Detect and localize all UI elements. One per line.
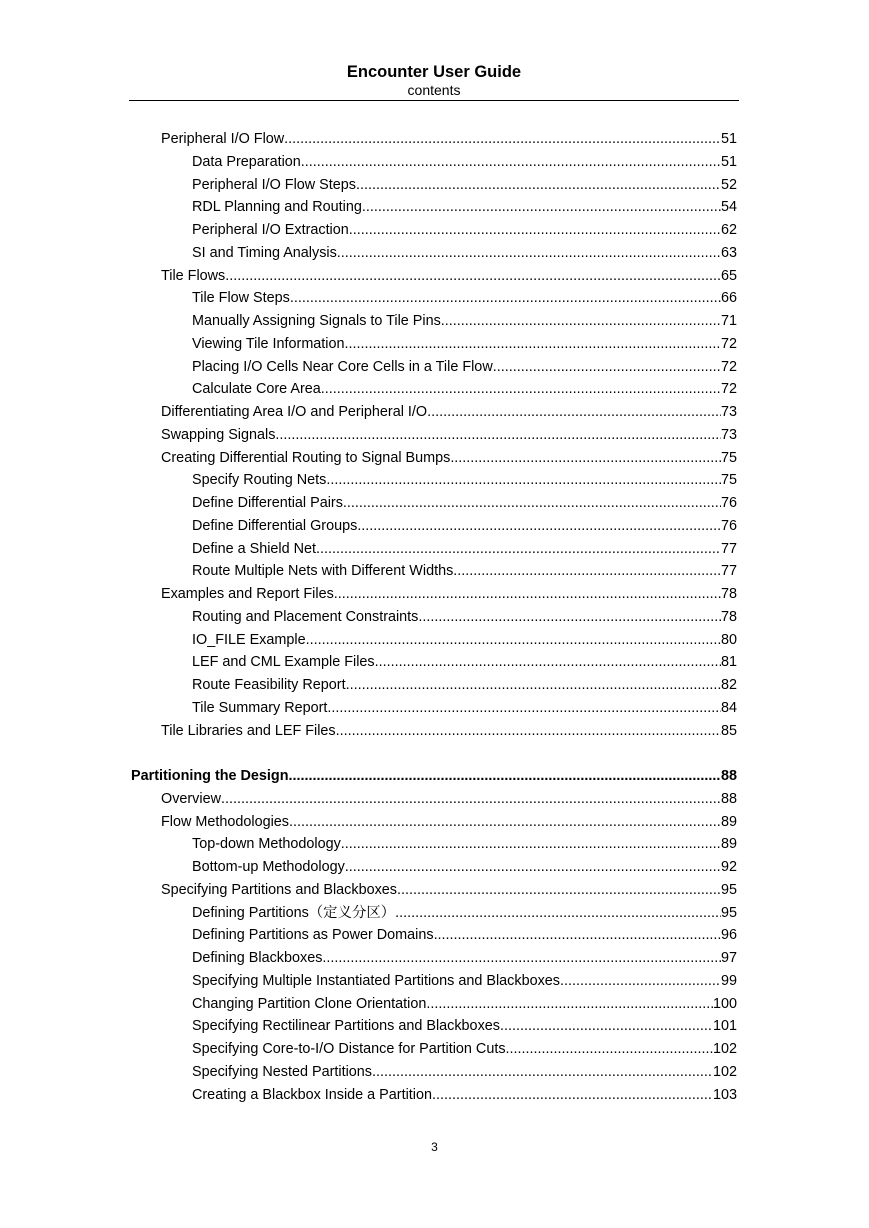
toc-dot-leader xyxy=(397,879,721,901)
toc-entry-page: 89 xyxy=(720,813,737,830)
toc-entry-title: Manually Assigning Signals to Tile Pins xyxy=(192,313,441,329)
toc-entry-title: Swapping Signals xyxy=(161,426,276,443)
toc-entry-page: 62 xyxy=(720,222,737,238)
toc-subsection-entry[interactable] xyxy=(0,469,869,492)
toc-entry-title: Creating Differential Routing to Signal Bumps xyxy=(161,449,451,466)
toc-dot-leader xyxy=(345,856,721,878)
toc-dot-leader xyxy=(341,833,721,855)
toc-section-entry[interactable] xyxy=(0,583,869,606)
toc-entry-page: 88 xyxy=(720,768,737,784)
toc-entry-page: 84 xyxy=(720,699,737,716)
toc-dot-leader xyxy=(290,287,721,309)
toc-entry-page: 73 xyxy=(720,404,737,420)
toc-entry-title: Placing I/O Cells Near Core Cells in a Tile Flow xyxy=(192,358,493,375)
toc-spacer xyxy=(0,742,869,765)
toc-entry-page: 63 xyxy=(720,244,737,261)
toc-section-entry[interactable] xyxy=(0,401,869,424)
toc-entry-page: 101 xyxy=(712,1018,737,1035)
toc-subsection-entry[interactable] xyxy=(0,1038,869,1061)
toc-subsection-entry[interactable] xyxy=(0,310,869,333)
toc-entry-title: Differentiating Area I/O and Peripheral I/O xyxy=(161,404,428,420)
toc-entry-title: Examples and Report Files xyxy=(161,586,334,602)
toc-dot-leader xyxy=(337,242,721,264)
toc-entry-page: 77 xyxy=(720,563,737,580)
toc-dot-leader xyxy=(327,697,721,719)
toc-dot-leader xyxy=(289,811,721,833)
toc-entry-title: Specify Routing Nets xyxy=(192,472,327,489)
toc-section-entry[interactable] xyxy=(0,811,869,834)
toc-entry-page: 78 xyxy=(720,586,737,602)
toc-dot-leader xyxy=(326,469,721,491)
toc-dot-leader xyxy=(362,196,721,218)
toc-entry-page: 97 xyxy=(720,950,737,966)
toc-subsection-entry[interactable] xyxy=(0,902,869,925)
toc-entry-page: 72 xyxy=(720,335,737,352)
toc-entry-title: Route Feasibility Report xyxy=(192,677,346,693)
toc-entry-title: Route Multiple Nets with Different Widths xyxy=(192,563,454,580)
toc-entry-title: Specifying Core-to-I/O Distance for Partition Cuts xyxy=(192,1041,506,1057)
table-of-contents xyxy=(0,128,869,1106)
toc-entry-title: Top-down Methodology xyxy=(192,836,341,853)
toc-entry-title: Viewing Tile Information xyxy=(192,335,345,352)
toc-dot-leader xyxy=(275,424,721,446)
toc-entry-page: 77 xyxy=(720,540,737,557)
toc-entry-title: Flow Methodologies xyxy=(161,813,289,830)
toc-dot-leader xyxy=(506,1038,713,1060)
toc-dot-leader xyxy=(453,560,721,582)
toc-entry-page: 65 xyxy=(720,267,737,284)
toc-subsection-entry[interactable] xyxy=(0,947,869,970)
toc-entry-title: Overview xyxy=(161,790,221,807)
toc-dot-leader xyxy=(418,606,721,628)
toc-dot-leader xyxy=(500,1015,713,1037)
toc-entry-title: Define a Shield Net xyxy=(192,540,316,557)
toc-dot-leader xyxy=(395,902,721,924)
toc-dot-leader xyxy=(349,219,721,241)
toc-subsection-entry[interactable] xyxy=(0,1084,869,1107)
toc-section-entry[interactable] xyxy=(0,447,869,470)
toc-entry-title: Partitioning the Design xyxy=(131,768,289,784)
toc-entry-page: 82 xyxy=(720,677,737,693)
toc-entry-title: Calculate Core Area xyxy=(192,381,321,398)
toc-dot-leader xyxy=(334,583,721,605)
toc-entry-title: LEF and CML Example Files xyxy=(192,654,375,671)
toc-entry-title: Data Preparation xyxy=(192,153,301,170)
toc-subsection-entry[interactable] xyxy=(0,378,869,401)
toc-subsection-entry[interactable] xyxy=(0,515,869,538)
toc-entry-page: 100 xyxy=(712,995,737,1012)
toc-entry-page: 75 xyxy=(720,472,737,489)
toc-section-entry[interactable] xyxy=(0,879,869,902)
toc-entry-title: Defining Partitions as Power Domains xyxy=(192,927,434,944)
toc-entry-title: Peripheral I/O Flow xyxy=(161,131,285,147)
toc-entry-title: Specifying Rectilinear Partitions and Blackboxes xyxy=(192,1018,500,1035)
toc-dot-leader xyxy=(357,515,721,537)
toc-dot-leader xyxy=(450,447,721,469)
toc-dot-leader xyxy=(427,401,721,423)
toc-entry-title: Specifying Nested Partitions xyxy=(192,1063,372,1080)
toc-entry-page: 76 xyxy=(720,517,737,534)
toc-entry-page: 102 xyxy=(712,1041,737,1057)
toc-entry-page: 103 xyxy=(712,1086,737,1103)
document-title: Encounter User Guide xyxy=(346,63,522,81)
toc-entry-page: 51 xyxy=(720,153,737,170)
toc-entry-page: 51 xyxy=(720,131,737,147)
toc-subsection-entry[interactable] xyxy=(0,993,869,1016)
toc-entry-page: 102 xyxy=(712,1063,737,1080)
toc-subsection-entry[interactable] xyxy=(0,333,869,356)
toc-entry-title: Peripheral I/O Extraction xyxy=(192,222,349,238)
page-header xyxy=(129,62,739,99)
toc-dot-leader xyxy=(375,651,721,673)
toc-subsection-entry[interactable] xyxy=(0,674,869,697)
toc-entry-title: Define Differential Groups xyxy=(192,517,358,534)
toc-entry-title: Bottom-up Methodology xyxy=(192,859,345,875)
toc-subsection-entry[interactable] xyxy=(0,560,869,583)
toc-entry-title: Tile Libraries and LEF Files xyxy=(161,722,336,739)
toc-entry-page: 66 xyxy=(720,290,737,307)
toc-subsection-entry[interactable] xyxy=(0,833,869,856)
toc-entry-title: Creating a Blackbox Inside a Partition xyxy=(192,1086,432,1103)
toc-dot-leader xyxy=(321,378,721,400)
toc-entry-title: Define Differential Pairs xyxy=(192,495,343,511)
toc-entry-page: 73 xyxy=(720,426,737,443)
toc-entry-page: 80 xyxy=(720,631,737,648)
toc-dot-leader xyxy=(560,970,721,992)
toc-subsection-entry[interactable] xyxy=(0,196,869,219)
toc-subsection-entry[interactable] xyxy=(0,924,869,947)
toc-entry-page: 85 xyxy=(720,722,737,739)
toc-entry-title: Routing and Placement Constraints xyxy=(192,608,419,625)
toc-subsection-entry[interactable] xyxy=(0,287,869,310)
toc-subsection-entry[interactable] xyxy=(0,606,869,629)
toc-section-entry[interactable] xyxy=(0,128,869,151)
toc-subsection-entry[interactable] xyxy=(0,174,869,197)
toc-entry-page: 72 xyxy=(720,381,737,398)
toc-entry-page: 52 xyxy=(720,176,737,193)
toc-dot-leader xyxy=(284,128,721,150)
toc-entry-title: Defining Blackboxes xyxy=(192,950,323,966)
toc-dot-leader xyxy=(432,1084,713,1106)
toc-dot-leader xyxy=(225,265,721,287)
toc-dot-leader xyxy=(336,720,721,742)
toc-section-entry[interactable] xyxy=(0,265,869,288)
toc-subsection-entry[interactable] xyxy=(0,856,869,879)
toc-dot-leader xyxy=(441,310,721,332)
toc-entry-page: 95 xyxy=(720,904,737,921)
toc-dot-leader xyxy=(356,174,721,196)
document-subtitle: contents xyxy=(407,82,461,98)
toc-subsection-entry[interactable] xyxy=(0,697,869,720)
toc-entry-page: 96 xyxy=(720,927,737,944)
toc-entry-page: 89 xyxy=(720,836,737,853)
toc-subsection-entry[interactable] xyxy=(0,651,869,674)
toc-entry-title: Tile Flows xyxy=(161,267,226,284)
toc-entry-title: IO_FILE Example xyxy=(192,631,306,648)
toc-entry-page: 76 xyxy=(720,495,737,511)
toc-subsection-entry[interactable] xyxy=(0,1015,869,1038)
toc-entry-title: Defining Partitions（定义分区） xyxy=(192,904,396,921)
toc-entry-page: 75 xyxy=(720,449,737,466)
toc-subsection-entry[interactable] xyxy=(0,1061,869,1084)
toc-section-entry[interactable] xyxy=(0,424,869,447)
toc-entry-page: 78 xyxy=(720,608,737,625)
toc-entry-title: RDL Planning and Routing xyxy=(192,199,362,216)
toc-dot-leader xyxy=(221,788,721,810)
toc-dot-leader xyxy=(346,674,721,696)
toc-dot-leader xyxy=(316,538,721,560)
toc-entry-page: 95 xyxy=(720,881,737,898)
toc-dot-leader xyxy=(493,356,721,378)
toc-dot-leader xyxy=(372,1061,713,1083)
toc-dot-leader xyxy=(345,333,721,355)
toc-entry-page: 88 xyxy=(720,790,737,807)
toc-section-entry[interactable] xyxy=(0,720,869,743)
toc-subsection-entry[interactable] xyxy=(0,538,869,561)
toc-section-entry[interactable] xyxy=(0,788,869,811)
toc-subsection-entry[interactable] xyxy=(0,242,869,265)
header-divider xyxy=(129,100,739,101)
toc-entry-page: 72 xyxy=(720,358,737,375)
toc-entry-page: 92 xyxy=(720,859,737,875)
toc-entry-title: SI and Timing Analysis xyxy=(192,244,337,261)
toc-chapter-entry[interactable] xyxy=(0,765,869,788)
toc-subsection-entry[interactable] xyxy=(0,151,869,174)
toc-subsection-entry[interactable] xyxy=(0,219,869,242)
toc-dot-leader xyxy=(434,924,721,946)
page-number: 3 xyxy=(431,1140,438,1154)
toc-entry-title: Tile Flow Steps xyxy=(192,290,290,307)
toc-dot-leader xyxy=(306,629,721,651)
toc-entry-title: Specifying Partitions and Blackboxes xyxy=(161,881,397,898)
toc-dot-leader xyxy=(289,765,721,787)
toc-dot-leader xyxy=(322,947,721,969)
toc-dot-leader xyxy=(301,151,721,173)
toc-entry-page: 99 xyxy=(720,972,737,989)
toc-entry-title: Tile Summary Report xyxy=(192,699,328,716)
toc-subsection-entry[interactable] xyxy=(0,629,869,652)
toc-dot-leader xyxy=(426,993,713,1015)
toc-entry-page: 71 xyxy=(720,313,737,329)
toc-subsection-entry[interactable] xyxy=(0,970,869,993)
toc-entry-page: 81 xyxy=(720,654,737,671)
toc-entry-title: Changing Partition Clone Orientation xyxy=(192,995,427,1012)
toc-entry-title: Specifying Multiple Instantiated Partitions and Blackboxes xyxy=(192,972,560,989)
toc-subsection-entry[interactable] xyxy=(0,492,869,515)
toc-entry-title: Peripheral I/O Flow Steps xyxy=(192,176,356,193)
toc-entry-page: 54 xyxy=(720,199,737,216)
toc-dot-leader xyxy=(343,492,721,514)
toc-subsection-entry[interactable] xyxy=(0,356,869,379)
